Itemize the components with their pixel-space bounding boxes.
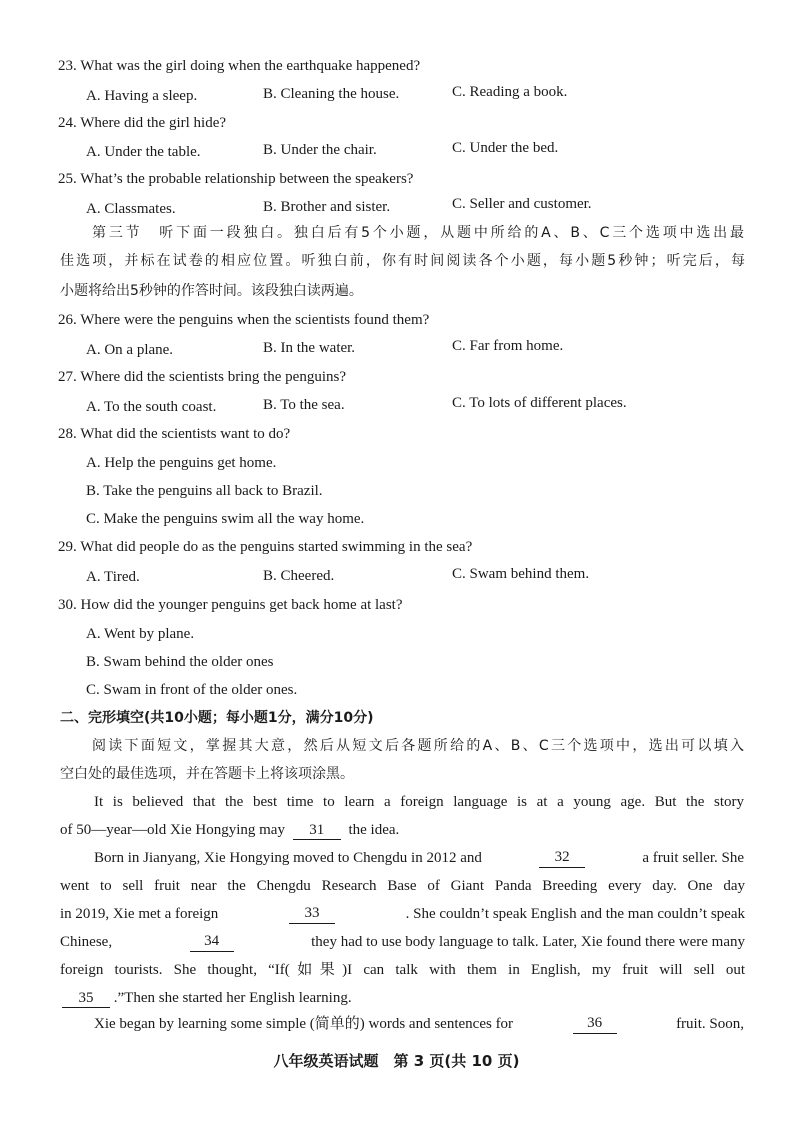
blank-36: 36 xyxy=(573,1014,617,1034)
question-24-option-b: B. Under the chair. xyxy=(263,142,377,158)
question-29-option-b: B. Cheered. xyxy=(263,568,335,584)
section3-instruction-line3: 小题将给出5秒钟的作答时间。该段独白读两遍。 xyxy=(60,283,363,299)
question-25-option-b: B. Brother and sister. xyxy=(263,199,391,215)
blank-32: 32 xyxy=(539,848,585,868)
question-25-stem: 25. What’s the probable relationship between the speakers? xyxy=(58,171,414,187)
question-27-option-c: C. To lots of different places. xyxy=(452,395,627,411)
passage-line-2 xyxy=(60,820,399,840)
question-26-option-b: B. In the water. xyxy=(263,340,356,356)
passage-line-8 xyxy=(62,988,352,1008)
question-23-option-c: C. Reading a book. xyxy=(452,84,568,100)
blank-34: 34 xyxy=(190,932,234,952)
question-25-option-a: A. Classmates. xyxy=(86,201,176,217)
passage-line-4-text: went to sell fruit near the Chengdu Research Base of Giant Panda Breeding every day. One day xyxy=(60,878,745,894)
passage-line-4 xyxy=(60,876,745,896)
part2-heading: 二、完形填空(共10小题；每小题1分，满分10分) xyxy=(60,710,374,726)
passage-line-9 xyxy=(94,1014,744,1034)
passage-text: of 50—year—old Xie Hongying may xyxy=(60,822,285,838)
question-27-option-b: B. To the sea. xyxy=(263,397,345,413)
question-26-stem: 26. Where were the penguins when the scientists found them? xyxy=(58,312,430,328)
passage-text: fruit. Soon, xyxy=(676,1016,744,1032)
question-24-option-c: C. Under the bed. xyxy=(452,140,559,156)
question-23-option-a: A. Having a sleep. xyxy=(86,88,198,104)
question-30-option-a: A. Went by plane. xyxy=(86,626,195,642)
passage-line-7-text: foreign tourists. She thought, “If(如果)I can talk with them in English, my fruit will sell out xyxy=(60,962,745,978)
passage-line-3 xyxy=(94,848,744,868)
section3-line2-text: 佳选项，并标在试卷的相应位置。听独白前，你有时间阅读各个小题，每小题5秒钟；听完后，每 xyxy=(60,253,745,269)
blank-35: 35 xyxy=(62,989,110,1008)
passage-line-6 xyxy=(60,932,745,952)
part2-instruction-line2: 空白处的最佳选项，并在答题卡上将该项涂黑。 xyxy=(60,766,354,782)
passage-text: . She couldn’t speak English and the man couldn’t speak xyxy=(405,906,745,922)
question-23-option-b: B. Cleaning the house. xyxy=(263,86,400,102)
question-30-option-c: C. Swam in front of the older ones. xyxy=(86,682,298,698)
question-23-stem: 23. What was the girl doing when the earthquake happened? xyxy=(58,58,421,74)
passage-text: Xie began by learning some simple (简单的) words and sentences for xyxy=(94,1016,514,1032)
question-27-option-a: A. To the south coast. xyxy=(86,399,217,415)
passage-line-1-text: It is believed that the best time to learn a foreign language is at a young age. But the story xyxy=(94,794,744,810)
question-28-option-a: A. Help the penguins get home. xyxy=(86,455,277,471)
blank-31: 31 xyxy=(293,821,341,840)
passage-line-1 xyxy=(94,792,744,812)
question-30-option-b: B. Swam behind the older ones xyxy=(86,654,274,670)
question-29-option-a: A. Tired. xyxy=(86,569,140,585)
part2-instruction-line1 xyxy=(92,736,744,756)
question-24-stem: 24. Where did the girl hide? xyxy=(58,115,227,131)
passage-text: in 2019, Xie met a foreign xyxy=(60,906,219,922)
part2-instr1-text: 阅读下面短文，掌握其大意，然后从短文后各题所给的A、B、C三个选项中，选出可以填入 xyxy=(92,738,744,754)
passage-text: Chinese, xyxy=(60,934,113,950)
question-26-option-a: A. On a plane. xyxy=(86,342,174,358)
question-29-option-c: C. Swam behind them. xyxy=(452,566,590,582)
question-29-stem: 29. What did people do as the penguins started swimming in the sea? xyxy=(58,539,473,555)
passage-line-7 xyxy=(60,960,745,980)
passage-line-5 xyxy=(60,904,745,924)
question-27-stem: 27. Where did the scientists bring the penguins? xyxy=(58,369,346,385)
passage-text: a fruit seller. She xyxy=(642,850,744,866)
question-28-option-c: C. Make the penguins swim all the way home. xyxy=(86,511,365,527)
question-26-option-c: C. Far from home. xyxy=(452,338,564,354)
question-28-option-b: B. Take the penguins all back to Brazil. xyxy=(86,483,323,499)
question-30-stem: 30. How did the younger penguins get back home at last? xyxy=(58,597,403,613)
passage-text: .”Then she started her English learning. xyxy=(113,990,352,1006)
section3-line1-text: 第三节 听下面一段独白。独白后有5个小题，从题中所给的A、B、C三个选项中选出最 xyxy=(92,225,744,241)
section3-instruction-line1 xyxy=(92,223,744,243)
question-24-option-a: A. Under the table. xyxy=(86,144,201,160)
section3-instruction-line2 xyxy=(60,251,745,271)
passage-text: the idea. xyxy=(348,822,400,838)
page-footer: 八年级英语试题 第 3 页(共 10 页) xyxy=(273,1052,520,1070)
question-28-stem: 28. What did the scientists want to do? xyxy=(58,426,291,442)
passage-text: Born in Jianyang, Xie Hongying moved to Chengdu in 2012 and xyxy=(94,850,482,866)
question-25-option-c: C. Seller and customer. xyxy=(452,196,592,212)
blank-33: 33 xyxy=(289,904,335,924)
passage-text: they had to use body language to talk. Later, Xie found there were many xyxy=(311,934,745,950)
